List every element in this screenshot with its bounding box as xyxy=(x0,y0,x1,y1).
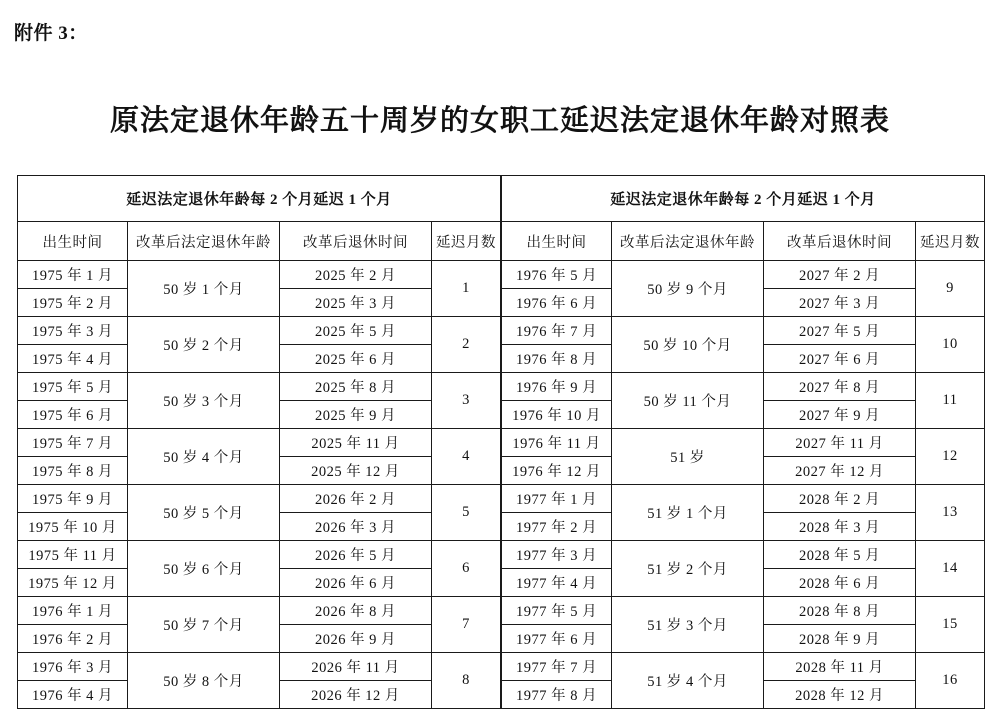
cell-delay-months: 5 xyxy=(432,485,501,541)
cell-birth-date: 1977 年 6 月 xyxy=(502,625,612,653)
column-header-retire-time: 改革后退休时间 xyxy=(280,222,432,261)
table-body-right xyxy=(502,261,985,709)
cell-birth-date: 1975 年 6 月 xyxy=(18,401,128,429)
table-row xyxy=(502,597,985,625)
cell-birth-date: 1976 年 5 月 xyxy=(502,261,612,289)
cell-birth-date: 1975 年 7 月 xyxy=(18,429,128,457)
cell-birth-date: 1975 年 8 月 xyxy=(18,457,128,485)
span-header-right: 延迟法定退休年龄每 2 个月延迟 1 个月 xyxy=(502,176,985,222)
table-span-header-row xyxy=(502,176,985,222)
table-row xyxy=(18,373,501,401)
cell-birth-date: 1975 年 10 月 xyxy=(18,513,128,541)
cell-retirement-age: 50 岁 4 个月 xyxy=(128,429,280,485)
table-span-header-row xyxy=(18,176,501,222)
cell-retirement-age: 50 岁 11 个月 xyxy=(612,373,764,429)
cell-retirement-age: 50 岁 6 个月 xyxy=(128,541,280,597)
cell-delay-months: 8 xyxy=(432,653,501,709)
page-title: 原法定退休年龄五十周岁的女职工延迟法定退休年龄对照表 xyxy=(109,105,890,137)
table-row xyxy=(18,317,501,345)
cell-retirement-date: 2025 年 8 月 xyxy=(280,373,432,401)
cell-retirement-date: 2027 年 11 月 xyxy=(764,429,916,457)
cell-retirement-date: 2027 年 12 月 xyxy=(764,457,916,485)
column-header-birth: 出生时间 xyxy=(502,222,612,261)
cell-retirement-date: 2025 年 5 月 xyxy=(280,317,432,345)
cell-retirement-age: 50 岁 8 个月 xyxy=(128,653,280,709)
cell-delay-months: 14 xyxy=(916,541,985,597)
cell-retirement-date: 2026 年 3 月 xyxy=(280,513,432,541)
cell-retirement-date: 2028 年 12 月 xyxy=(764,681,916,709)
cell-retirement-age: 50 岁 10 个月 xyxy=(612,317,764,373)
cell-delay-months: 13 xyxy=(916,485,985,541)
cell-birth-date: 1976 年 12 月 xyxy=(502,457,612,485)
cell-birth-date: 1975 年 12 月 xyxy=(18,569,128,597)
cell-retirement-age: 51 岁 xyxy=(612,429,764,485)
cell-birth-date: 1975 年 9 月 xyxy=(18,485,128,513)
table-body-left xyxy=(18,261,501,709)
table-row xyxy=(502,653,985,681)
cell-birth-date: 1975 年 2 月 xyxy=(18,289,128,317)
table-row xyxy=(18,429,501,457)
cell-birth-date: 1977 年 3 月 xyxy=(502,541,612,569)
cell-birth-date: 1976 年 1 月 xyxy=(18,597,128,625)
table-row xyxy=(18,485,501,513)
cell-birth-date: 1977 年 8 月 xyxy=(502,681,612,709)
cell-retirement-age: 50 岁 1 个月 xyxy=(128,261,280,317)
cell-retirement-date: 2027 年 9 月 xyxy=(764,401,916,429)
table-row xyxy=(502,317,985,345)
cell-birth-date: 1976 年 7 月 xyxy=(502,317,612,345)
cell-delay-months: 16 xyxy=(916,653,985,709)
cell-delay-months: 11 xyxy=(916,373,985,429)
cell-birth-date: 1976 年 2 月 xyxy=(18,625,128,653)
cell-retirement-date: 2027 年 2 月 xyxy=(764,261,916,289)
table-row xyxy=(18,261,501,289)
cell-retirement-age: 50 岁 9 个月 xyxy=(612,261,764,317)
cell-delay-months: 9 xyxy=(916,261,985,317)
comparison-tables xyxy=(17,175,983,709)
cell-birth-date: 1977 年 5 月 xyxy=(502,597,612,625)
cell-birth-date: 1975 年 4 月 xyxy=(18,345,128,373)
cell-birth-date: 1977 年 1 月 xyxy=(502,485,612,513)
cell-retirement-date: 2028 年 9 月 xyxy=(764,625,916,653)
column-header-delay-months: 延迟月数 xyxy=(432,222,501,261)
cell-birth-date: 1976 年 3 月 xyxy=(18,653,128,681)
retirement-table-left xyxy=(17,175,501,709)
column-header-delay-months: 延迟月数 xyxy=(916,222,985,261)
cell-retirement-date: 2025 年 3 月 xyxy=(280,289,432,317)
cell-retirement-date: 2028 年 6 月 xyxy=(764,569,916,597)
cell-retirement-date: 2028 年 2 月 xyxy=(764,485,916,513)
attachment-label: 附件 3： xyxy=(14,23,88,44)
cell-retirement-age: 50 岁 3 个月 xyxy=(128,373,280,429)
column-header-birth: 出生时间 xyxy=(18,222,128,261)
cell-delay-months: 3 xyxy=(432,373,501,429)
cell-delay-months: 12 xyxy=(916,429,985,485)
cell-retirement-date: 2026 年 2 月 xyxy=(280,485,432,513)
column-header-age: 改革后法定退休年龄 xyxy=(612,222,764,261)
table-column-header-row xyxy=(502,222,985,261)
cell-delay-months: 6 xyxy=(432,541,501,597)
cell-birth-date: 1976 年 4 月 xyxy=(18,681,128,709)
cell-retirement-date: 2026 年 9 月 xyxy=(280,625,432,653)
cell-birth-date: 1977 年 2 月 xyxy=(502,513,612,541)
cell-delay-months: 7 xyxy=(432,597,501,653)
cell-retirement-date: 2027 年 5 月 xyxy=(764,317,916,345)
cell-birth-date: 1975 年 3 月 xyxy=(18,317,128,345)
cell-retirement-date: 2026 年 5 月 xyxy=(280,541,432,569)
cell-retirement-date: 2025 年 11 月 xyxy=(280,429,432,457)
cell-birth-date: 1975 年 11 月 xyxy=(18,541,128,569)
cell-retirement-age: 51 岁 3 个月 xyxy=(612,597,764,653)
cell-retirement-age: 50 岁 5 个月 xyxy=(128,485,280,541)
cell-retirement-date: 2027 年 3 月 xyxy=(764,289,916,317)
cell-delay-months: 2 xyxy=(432,317,501,373)
table-column-header-row xyxy=(18,222,501,261)
cell-retirement-date: 2025 年 9 月 xyxy=(280,401,432,429)
cell-retirement-date: 2028 年 8 月 xyxy=(764,597,916,625)
cell-birth-date: 1976 年 9 月 xyxy=(502,373,612,401)
table-row xyxy=(18,541,501,569)
table-row xyxy=(502,485,985,513)
cell-retirement-date: 2025 年 6 月 xyxy=(280,345,432,373)
table-row xyxy=(18,653,501,681)
cell-retirement-age: 51 岁 1 个月 xyxy=(612,485,764,541)
cell-birth-date: 1975 年 1 月 xyxy=(18,261,128,289)
table-row xyxy=(502,261,985,289)
column-header-retire-time: 改革后退休时间 xyxy=(764,222,916,261)
cell-birth-date: 1975 年 5 月 xyxy=(18,373,128,401)
cell-retirement-date: 2028 年 3 月 xyxy=(764,513,916,541)
cell-birth-date: 1976 年 8 月 xyxy=(502,345,612,373)
cell-delay-months: 4 xyxy=(432,429,501,485)
cell-retirement-date: 2028 年 5 月 xyxy=(764,541,916,569)
cell-birth-date: 1976 年 10 月 xyxy=(502,401,612,429)
cell-retirement-date: 2026 年 11 月 xyxy=(280,653,432,681)
cell-birth-date: 1977 年 7 月 xyxy=(502,653,612,681)
cell-birth-date: 1976 年 6 月 xyxy=(502,289,612,317)
cell-retirement-age: 51 岁 4 个月 xyxy=(612,653,764,709)
cell-retirement-age: 50 岁 2 个月 xyxy=(128,317,280,373)
cell-retirement-date: 2027 年 6 月 xyxy=(764,345,916,373)
cell-retirement-age: 51 岁 2 个月 xyxy=(612,541,764,597)
table-row xyxy=(18,597,501,625)
cell-delay-months: 15 xyxy=(916,597,985,653)
column-header-age: 改革后法定退休年龄 xyxy=(128,222,280,261)
cell-retirement-date: 2026 年 6 月 xyxy=(280,569,432,597)
cell-delay-months: 10 xyxy=(916,317,985,373)
table-row xyxy=(502,429,985,457)
cell-retirement-date: 2028 年 11 月 xyxy=(764,653,916,681)
cell-retirement-date: 2026 年 12 月 xyxy=(280,681,432,709)
cell-retirement-date: 2026 年 8 月 xyxy=(280,597,432,625)
cell-birth-date: 1977 年 4 月 xyxy=(502,569,612,597)
span-header-left: 延迟法定退休年龄每 2 个月延迟 1 个月 xyxy=(18,176,501,222)
table-row xyxy=(502,541,985,569)
retirement-table-right xyxy=(501,175,985,709)
cell-delay-months: 1 xyxy=(432,261,501,317)
table-row xyxy=(502,373,985,401)
cell-retirement-age: 50 岁 7 个月 xyxy=(128,597,280,653)
cell-birth-date: 1976 年 11 月 xyxy=(502,429,612,457)
cell-retirement-date: 2025 年 2 月 xyxy=(280,261,432,289)
cell-retirement-date: 2025 年 12 月 xyxy=(280,457,432,485)
cell-retirement-date: 2027 年 8 月 xyxy=(764,373,916,401)
